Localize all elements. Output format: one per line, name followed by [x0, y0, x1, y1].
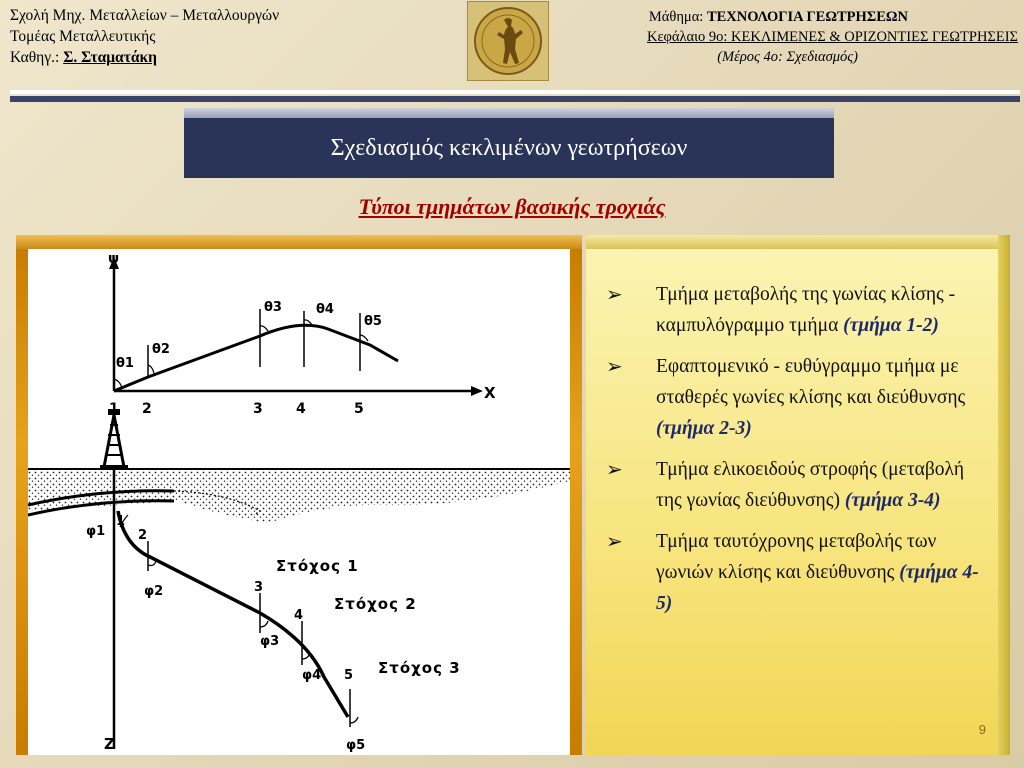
professor-prefix: Καθηγ.: — [10, 49, 64, 66]
school-name: Σχολή Μηχ. Μεταλλείων – Μεταλλουργών — [10, 7, 280, 24]
bullet-segment: (τμήμα 3-4) — [844, 490, 941, 511]
professor-line — [10, 47, 279, 68]
sediment-layer — [28, 471, 570, 523]
well-path — [118, 511, 348, 717]
section-point-5: 5 — [344, 668, 354, 683]
department-name: Τομέας Μεταλλευτικής — [10, 28, 156, 45]
bullet-list — [606, 279, 986, 629]
bullet-text: Τμήμα ελικοειδούς στροφής (μεταβολή της γωνίας διεύθυνσης) — [656, 459, 965, 511]
text-panel-body — [586, 249, 998, 755]
bullet-segment: (τμήμα 1-2) — [843, 315, 939, 336]
point-3-label: 3 — [253, 401, 263, 417]
point-2-label: 2 — [142, 401, 152, 417]
bullet-item — [606, 351, 986, 444]
plan-view — [108, 251, 496, 417]
course-prefix: Μάθημα: — [648, 9, 707, 25]
part-line: (Μέρος 4ο: Σχεδιασμός) — [717, 49, 858, 65]
arrow-bullet-icon: ➢ — [606, 529, 623, 553]
phi5-label: φ5 — [346, 738, 366, 753]
title-banner — [184, 108, 834, 180]
bullet-item — [606, 526, 986, 619]
arrow-bullet-icon: ➢ — [606, 457, 623, 481]
point-4-label: 4 — [296, 401, 306, 417]
header-institution — [10, 5, 279, 68]
bullet-text: Τμήμα ταυτόχρονης μεταβολής των γωνιών κλίσης και διεύθυνσης — [656, 531, 937, 583]
theta2-label: θ2 — [152, 342, 170, 357]
well-trajectory-diagram — [28, 249, 570, 755]
x-axis-label: X — [484, 384, 496, 402]
z-axis-label: Z — [104, 735, 115, 753]
slide-title: Σχεδιασμός κεκλιμένων γεωτρήσεων — [184, 118, 834, 178]
theta1-label: θ1 — [116, 356, 134, 371]
bullet-item — [606, 454, 986, 516]
diagram-frame-top — [16, 235, 582, 249]
course-name: ΤΕΧΝΟΛΟΓΙΑ ΓΕΩΤΡΗΣΕΩΝ — [706, 9, 908, 25]
section-point-2: 2 — [138, 528, 148, 543]
diagram-panel — [16, 235, 582, 755]
bullet-segment: (τμήμα 4-5) — [656, 562, 979, 614]
arrow-bullet-icon: ➢ — [606, 354, 623, 378]
theta5-label: θ5 — [364, 314, 382, 329]
phi4-label: φ4 — [302, 668, 322, 683]
phi2-label: φ2 — [144, 584, 164, 599]
theta4-label: θ4 — [316, 302, 334, 317]
psi-axis-label: ψ — [108, 251, 120, 267]
bullet-item — [606, 279, 986, 341]
drilling-rig-icon — [100, 409, 128, 469]
target-3-label: Στόχος 3 — [378, 659, 461, 677]
text-panel-bevel-top — [586, 235, 1010, 249]
point-5-label: 5 — [354, 401, 364, 417]
header-divider-dark — [10, 96, 1020, 102]
theta3-label: θ3 — [264, 300, 282, 315]
target-1-label: Στόχος 1 — [276, 557, 359, 575]
section-point-4: 4 — [294, 608, 304, 623]
x-axis-arrow — [471, 386, 483, 396]
section-point-3: 3 — [254, 580, 264, 595]
bullet-text: Εφαπτομενικό - ευθύγραμμο τμήμα με σταθερές γωνίες κλίσης και διεύθυνσης — [656, 356, 966, 408]
target-2-label: Στόχος 2 — [334, 595, 417, 613]
text-panel — [586, 235, 1010, 755]
header-course — [548, 7, 1018, 67]
arrow-bullet-icon: ➢ — [606, 282, 623, 306]
phi3-label: φ3 — [260, 634, 280, 649]
section-view — [28, 409, 570, 753]
text-panel-bevel-side — [998, 235, 1010, 755]
phi1-label: φ1 — [86, 524, 106, 539]
bullet-segment: (τμήμα 2-3) — [656, 418, 752, 439]
chapter-line: Κεφάλαιο 9ο: ΚΕΚΛΙΜΕΝΕΣ & ΟΡΙΖΟΝΤΙΕΣ ΓΕΩΤΡΗΣΕΙΣ — [646, 29, 1018, 45]
professor-name: Σ. Σταματάκη — [63, 49, 157, 66]
page-number: 9 — [978, 722, 986, 737]
section-point-1: 1 — [116, 514, 126, 529]
course-line — [548, 7, 1018, 27]
university-logo — [467, 1, 549, 81]
diagram-canvas — [28, 249, 570, 755]
header-divider-light — [10, 90, 1020, 94]
plan-trajectory — [114, 325, 398, 391]
slide-subtitle: Τύποι τμημάτων βασικής τροχιάς — [358, 194, 666, 219]
bullet-text: Τμήμα μεταβολής της γωνίας κλίσης - καμπυλόγραμμο τμήμα — [656, 284, 956, 336]
